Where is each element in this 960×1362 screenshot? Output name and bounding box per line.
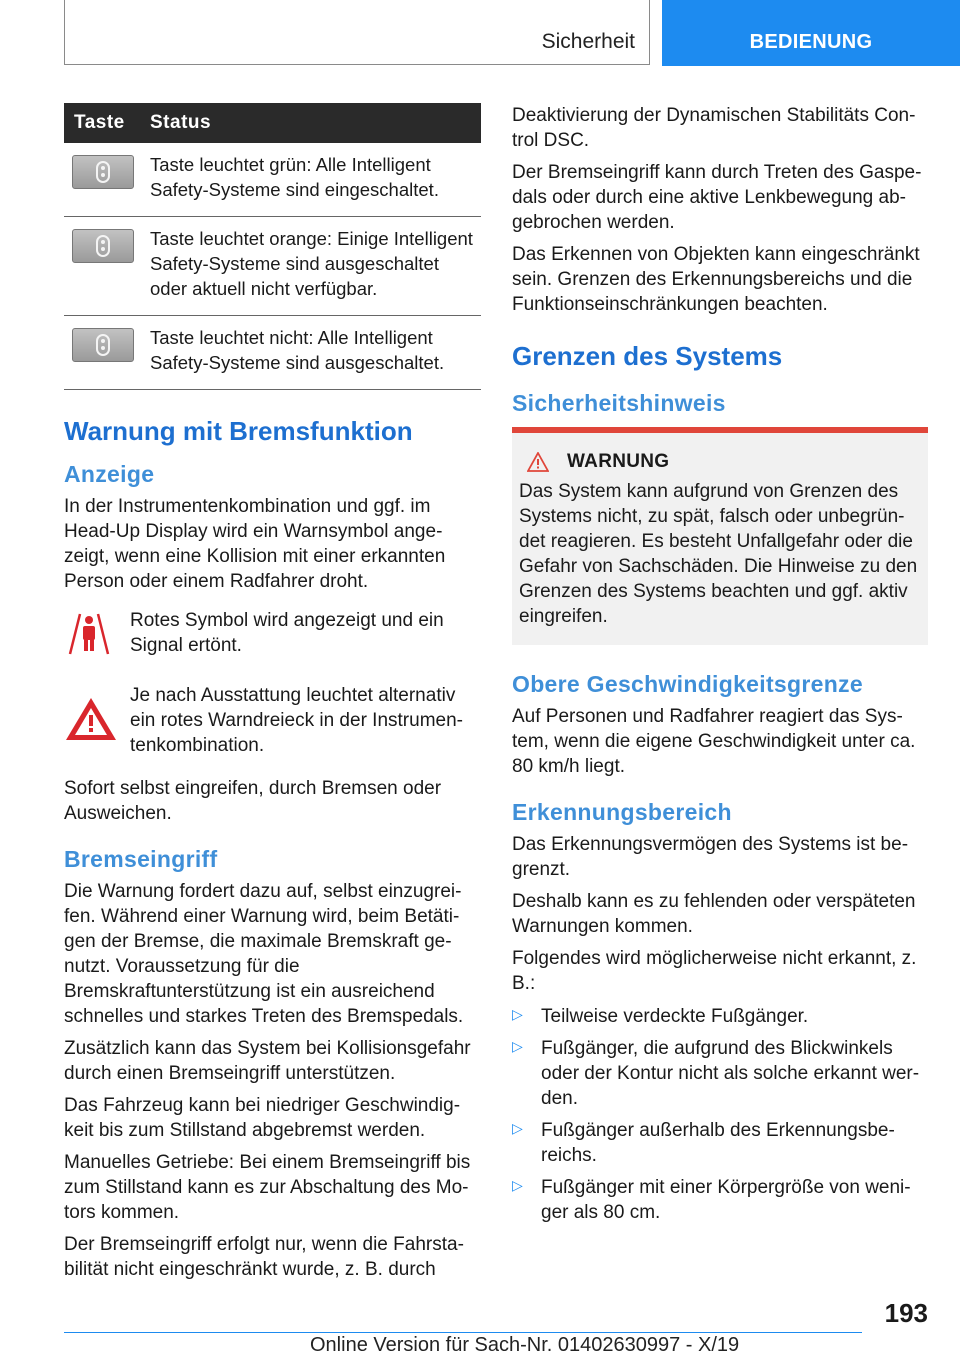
list-item (512, 1118, 928, 1168)
dsc-text: Deaktivierung der Dynamischen Stabilitäts Control DSC. (512, 105, 916, 151)
table-icon-cell (64, 143, 148, 217)
right-column (512, 103, 928, 1232)
pedestrian-warning-icon (64, 608, 130, 663)
intelligent-safety-button-icon (72, 328, 134, 362)
list-item-text: Fußgänger mit einer Körpergröße von weniger als 80 cm. (541, 1177, 911, 1223)
erkennung-text-3: Folgendes wird möglicherweise nicht erkannt, z. B.: (512, 948, 917, 994)
erkennung-text-1: Das Erkennungsvermögen des Systems ist begrenzt. (512, 834, 909, 880)
warning-triangle-icon (64, 683, 130, 758)
heading-sicherheitshinweis: Sicherheitshinweis (512, 390, 726, 416)
table-status-cell: Taste leuchtet orange: Einige Intelligent Safety-Systeme sind ausgeschaltet oder aktuell nicht verfügbar. (148, 217, 481, 316)
anzeige-text: In der Instrumentenkombination und ggf. im Head-Up Display wird ein Warnsymbol angezeigt, wenn eine Kollision mit einer erkannten Person oder einem Radfahrer droht. (64, 496, 446, 592)
heading-anzeige: Anzeige (64, 461, 155, 487)
symbol-person-text: Rotes Symbol wird angezeigt und ein Signal ertönt. (130, 610, 444, 656)
intelligent-safety-button-icon (72, 229, 134, 263)
symbol-row-triangle (64, 683, 481, 758)
erkennung-text-2: Deshalb kann es zu fehlenden oder verspäteten Warnungen kommen. (512, 891, 916, 937)
triangle-bullet-icon: ▷ (512, 1120, 523, 1136)
heading-bremseingriff: Bremseingriff (64, 846, 218, 872)
footer-online-version: Online Version für Sach-Nr. 01402630997 - X/19 (310, 1334, 740, 1356)
heading-grenzen-des-systems: Grenzen des Systems (512, 341, 783, 371)
list-item (512, 1175, 928, 1225)
list-item-text: Fußgänger außerhalb des Erkennungsbereichs. (541, 1120, 895, 1166)
heading-warnung-bremsfunktion: Warnung mit Bremsfunktion (64, 416, 413, 446)
obere-text: Auf Personen und Radfahrer reagiert das System, wenn die eigene Geschwindigkeit unter ca. 80 km/h liegt. (512, 706, 916, 777)
table-icon-cell (64, 316, 148, 390)
list-item-text: Fußgänger, die aufgrund des Blickwinkels oder der Kontur nicht als solche erkannt werden. (541, 1038, 920, 1109)
warning-title-label: WARNUNG (567, 451, 670, 472)
objekte-text: Das Erkennen von Objekten kann eingeschränkt sein. Grenzen des Erkennungsbereichs und die Funktionseinschränkungen beachten. (512, 244, 920, 315)
bullet-list (512, 1004, 928, 1225)
table-row (64, 316, 481, 390)
warning-text: Das System kann aufgrund von Grenzen des Systems nicht, zu spät, falsch oder unbegründet reagieren. Es besteht Unfallgefahr oder die Gefahr von Sachschäden. Die Hinweise zu den Grenzen des Systems beachten und ggf. aktiv eingreifen. (519, 481, 918, 627)
footer-divider (64, 1332, 862, 1333)
heading-obere-geschwindigkeitsgrenze: Obere Geschwindigkeitsgrenze (512, 671, 863, 697)
list-item-text: Teilweise verdeckte Fußgänger. (541, 1006, 809, 1027)
warning-title (527, 451, 920, 473)
sofort-text: Sofort selbst eingreifen, durch Bremsen oder Ausweichen. (64, 778, 442, 824)
table-status-cell: Taste leuchtet grün: Alle Intelligent Safety-Systeme sind eingeschaltet. (148, 143, 481, 217)
list-item (512, 1036, 928, 1111)
table-row (64, 217, 481, 316)
table-header-key: Taste (64, 103, 148, 143)
triangle-bullet-icon: ▷ (512, 1038, 523, 1054)
header-section-box (64, 0, 650, 65)
symbol-triangle-text: Je nach Ausstattung leuchtet alternativ ein rotes Warndreieck in der Instrumentenkombination. (130, 685, 463, 756)
bremseingriff-text-5: Der Bremseingriff erfolgt nur, wenn die Fahrstabilität nicht eingeschränkt wurde, z. B. durch (64, 1234, 464, 1280)
gaspedal-text: Der Bremseingriff kann durch Treten des Gaspedals oder durch eine aktive Lenkbewegung abgebrochen werden. (512, 162, 922, 233)
header-tab-bedienung[interactable]: BEDIENUNG (662, 0, 960, 66)
table-header-row (64, 103, 481, 143)
symbol-row-person (64, 608, 481, 663)
warning-triangle-icon (527, 452, 549, 472)
bremseingriff-text-2: Zusätzlich kann das System bei Kollisionsgefahr durch einen Bremseingriff unterstützen. (64, 1038, 471, 1084)
page-number: 193 (884, 1298, 928, 1328)
left-column (64, 103, 481, 1289)
bremseingriff-text-3: Das Fahrzeug kann bei niedriger Geschwindigkeit bis zum Stillstand abgebremst werden. (64, 1095, 461, 1141)
triangle-bullet-icon: ▷ (512, 1177, 523, 1193)
bremseingriff-text-4: Manuelles Getriebe: Bei einem Bremseingriff bis zum Stillstand kann es zur Abschaltung des Motors kommen. (64, 1152, 471, 1223)
table-status-cell: Taste leuchtet nicht: Alle Intelligent Safety-Systeme sind ausgeschaltet. (148, 316, 481, 390)
table-row (64, 143, 481, 217)
intelligent-safety-button-icon (72, 155, 134, 189)
status-table (64, 103, 481, 390)
table-header-status: Status (148, 103, 481, 143)
heading-erkennungsbereich: Erkennungsbereich (512, 799, 732, 825)
warning-box (512, 427, 928, 645)
bremseingriff-text-1: Die Warnung fordert dazu auf, selbst einzugreifen. Während einer Warnung wird, beim Betätigen der Bremse, die maximale Bremskraft genutzt. Voraussetzung für die Bremskraftunterstützung ist ein ausreichend schnelles und starkes Treten des Bremspedals. (64, 881, 464, 1027)
header-section-label: Sicherheit (541, 30, 635, 53)
table-icon-cell (64, 217, 148, 316)
triangle-bullet-icon: ▷ (512, 1006, 523, 1022)
list-item (512, 1004, 928, 1029)
